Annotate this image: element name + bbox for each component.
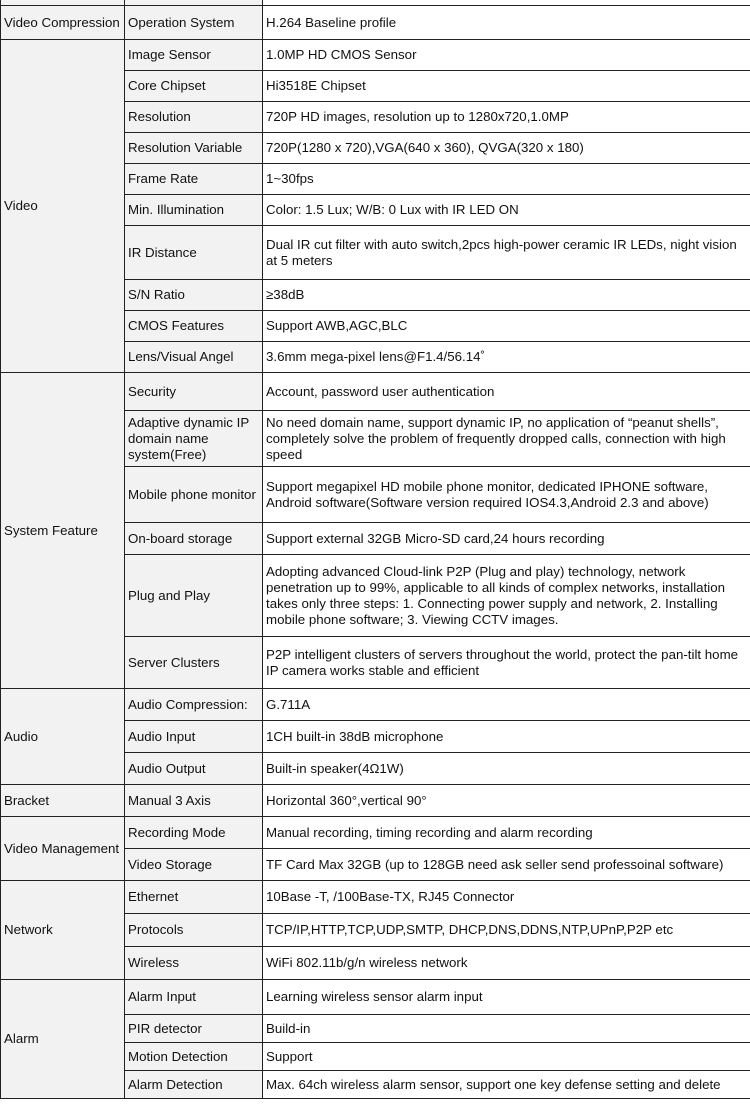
spec-item: On-board storage: [125, 523, 263, 555]
table-row: [1, 817, 750, 849]
spec-item: Lens/Visual Angel: [125, 342, 263, 373]
spec-item: Resolution: [125, 102, 263, 133]
spec-item: Manual 3 Axis: [125, 785, 263, 817]
spec-value: Horizontal 360°,vertical 90°: [263, 785, 750, 817]
spec-item: Motion Detection: [125, 1043, 263, 1071]
spec-value: P2P intelligent clusters of servers throughout the world, protect the pan-tilt home IP camera works stable and efficient: [263, 637, 750, 689]
spec-value: 1.0MP HD CMOS Sensor: [263, 40, 750, 71]
spec-value: 720P(1280 x 720),VGA(640 x 360), QVGA(320 x 180): [263, 133, 750, 164]
spec-value: H.264 Baseline profile: [263, 6, 750, 40]
spec-item: S/N Ratio: [125, 280, 263, 311]
spec-item: Security: [125, 373, 263, 411]
spec-value: Max. 64ch wireless alarm sensor, support one key defense setting and delete: [263, 1071, 750, 1099]
spec-value: Account, password user authentication: [263, 373, 750, 411]
spec-value: Adopting advanced Cloud-link P2P (Plug and play) technology, network penetration up to 99%, applicable to all kinds of complex networks, installation takes only three steps: 1. Connecting power supply and network, 2. Installing mobile phone software; 3. Viewing CCTV images.: [263, 555, 750, 637]
spec-item: Image Sensor: [125, 40, 263, 71]
table-row: [1, 785, 750, 817]
spec-value: Built-in speaker(4Ω1W): [263, 753, 750, 785]
spec-value: WiFi 802.11b/g/n wireless network: [263, 947, 750, 980]
spec-category: System Feature: [1, 373, 125, 689]
spec-item: Min. Illumination: [125, 195, 263, 226]
spec-item: Resolution Variable: [125, 133, 263, 164]
spec-value: TF Card Max 32GB (up to 128GB need ask seller send professoinal software): [263, 849, 750, 881]
spec-value: Dual IR cut filter with auto switch,2pcs high-power ceramic IR LEDs, night vision at 5 meters: [263, 226, 750, 280]
spec-value: Support external 32GB Micro-SD card,24 hours recording: [263, 523, 750, 555]
table-row: [1, 373, 750, 411]
spec-value: Support: [263, 1043, 750, 1071]
spec-value: Hi3518E Chipset: [263, 71, 750, 102]
spec-value: 10Base -T, /100Base-TX, RJ45 Connector: [263, 881, 750, 914]
spec-item: IR Distance: [125, 226, 263, 280]
spec-value: TCP/IP,HTTP,TCP,UDP,SMTP, DHCP,DNS,DDNS,NTP,UPnP,P2P etc: [263, 914, 750, 947]
spec-value: No need domain name, support dynamic IP, no application of “peanut shells”, completely solve the problem of frequently dropped calls, connection with high speed: [263, 411, 750, 467]
spec-item: Server Clusters: [125, 637, 263, 689]
spec-table-body: [1, 0, 750, 1099]
spec-item: Recording Mode: [125, 817, 263, 849]
spec-item: CMOS Features: [125, 311, 263, 342]
spec-value: Learning wireless sensor alarm input: [263, 980, 750, 1015]
spec-item: Audio Input: [125, 721, 263, 753]
spec-value: Support AWB,AGC,BLC: [263, 311, 750, 342]
spec-value: Manual recording, timing recording and alarm recording: [263, 817, 750, 849]
table-row: [1, 40, 750, 71]
spec-value: ≥38dB: [263, 280, 750, 311]
spec-item: Alarm Detection: [125, 1071, 263, 1099]
spec-value: Color: 1.5 Lux; W/B: 0 Lux with IR LED ON: [263, 195, 750, 226]
spec-category: Alarm: [1, 980, 125, 1099]
spec-item: PIR detector: [125, 1015, 263, 1043]
spec-item: Adaptive dynamic IP domain name system(Free): [125, 411, 263, 467]
spec-item: Core Chipset: [125, 71, 263, 102]
spec-value: 1~30fps: [263, 164, 750, 195]
spec-category: Audio: [1, 689, 125, 785]
spec-item: Ethernet: [125, 881, 263, 914]
spec-item: Plug and Play: [125, 555, 263, 637]
spec-item: Video Storage: [125, 849, 263, 881]
spec-value: 3.6mm mega-pixel lens@F1.4/56.14˚: [263, 342, 750, 373]
table-row: [1, 6, 750, 40]
spec-item: Frame Rate: [125, 164, 263, 195]
table-row: [1, 881, 750, 914]
spec-item: Audio Compression:: [125, 689, 263, 721]
spec-category: Video: [1, 40, 125, 373]
spec-category: Video Management: [1, 817, 125, 881]
spec-category: Video Compression: [1, 6, 125, 40]
spec-item: Protocols: [125, 914, 263, 947]
spec-item: Mobile phone monitor: [125, 467, 263, 523]
spec-item: Audio Output: [125, 753, 263, 785]
spec-value: G.711A: [263, 689, 750, 721]
spec-category: Network: [1, 881, 125, 980]
spec-value: 720P HD images, resolution up to 1280x720,1.0MP: [263, 102, 750, 133]
spec-value: Build-in: [263, 1015, 750, 1043]
table-row: [1, 980, 750, 1015]
spec-item: Wireless: [125, 947, 263, 980]
spec-item: Operation System: [125, 6, 263, 40]
spec-value: Support megapixel HD mobile phone monitor, dedicated IPHONE software, Android software(Software version required IOS4.3,Android 2.3 and above): [263, 467, 750, 523]
table-row: [1, 689, 750, 721]
spec-item: Alarm Input: [125, 980, 263, 1015]
spec-category: Bracket: [1, 785, 125, 817]
spec-value: 1CH built-in 38dB microphone: [263, 721, 750, 753]
